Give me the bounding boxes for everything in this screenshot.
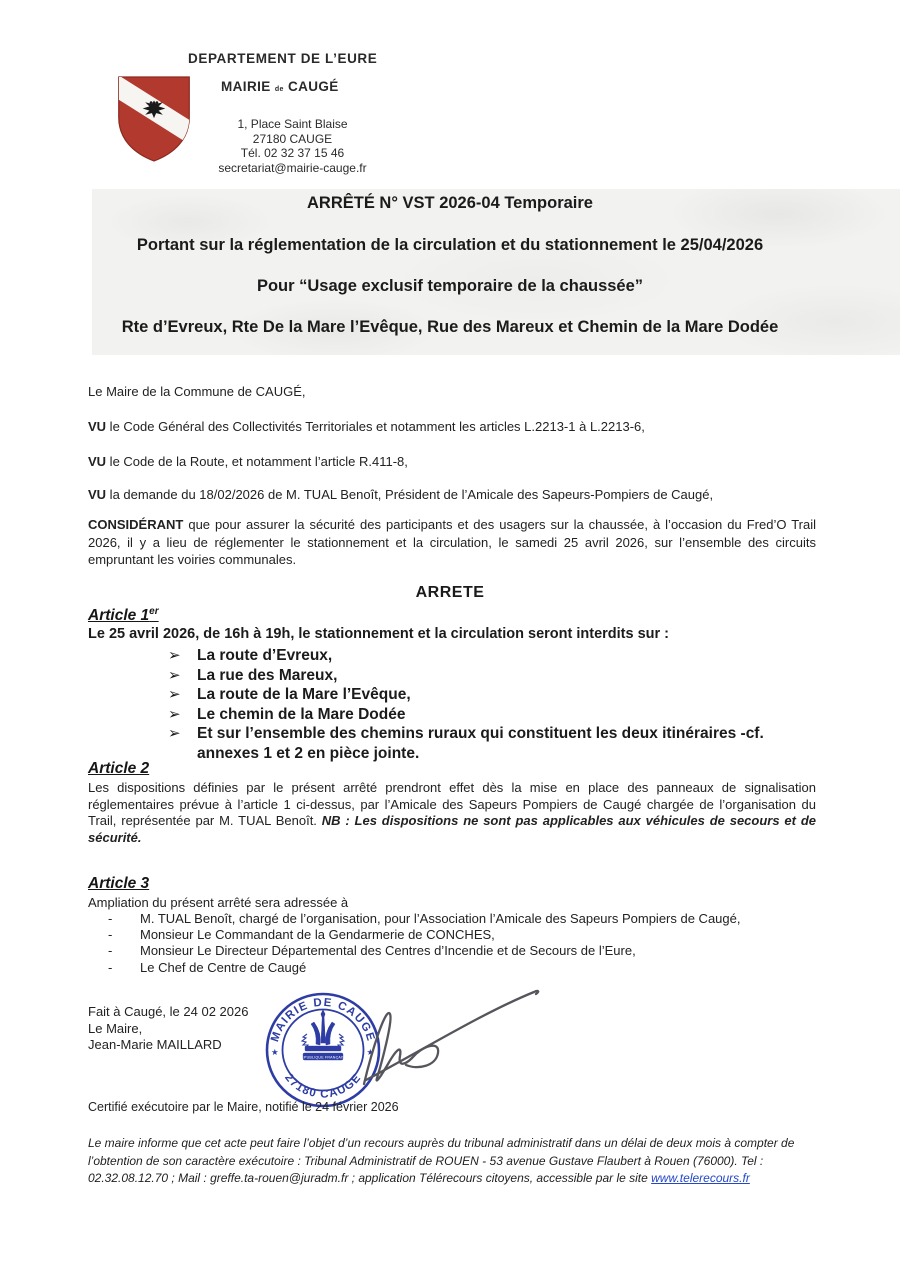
list-item bbox=[88, 666, 824, 686]
preamble-intro: Le Maire de la Commune de CAUGÉ, bbox=[88, 384, 306, 399]
article1-title: Article 1 bbox=[88, 607, 150, 625]
considerant-label: CONSIDÉRANT bbox=[88, 517, 184, 532]
list-item bbox=[88, 911, 816, 927]
list-item bbox=[88, 705, 824, 725]
list-item-text: Et sur l’ensemble des chemins ruraux qui constituent les deux itinéraires -cf. annexes 1 et 2 en pièce jointe. bbox=[197, 725, 764, 762]
dash-bullet-icon: - bbox=[108, 911, 113, 926]
signature-block bbox=[88, 1004, 248, 1054]
footer-line1: Le maire informe que cet acte peut faire l’objet d’un recours auprès du tribunal administratif dans un délai de deux mois à compter de bbox=[88, 1136, 795, 1150]
vu-clause-3 bbox=[88, 487, 713, 502]
mayor-signature bbox=[330, 980, 545, 1102]
mairie-de: de bbox=[274, 86, 284, 93]
decree-number-title: ARRÊTÉ N° VST 2026-04 Temporaire bbox=[307, 194, 593, 212]
article1-title-sup: er bbox=[149, 606, 159, 617]
email: secretariat@mairie-cauge.fr bbox=[218, 160, 367, 175]
stamp-banner-text: RÉPUBLIQUE FRANÇAISE bbox=[298, 1055, 348, 1060]
stamp-star-right-icon: ★ bbox=[366, 1047, 375, 1057]
address-line1: 1, Place Saint Blaise bbox=[237, 117, 348, 131]
article2-text: Les dispositions définies par le présent arrêté prendront effet dès la mise en place des panneaux de signalisation réglementaires prévue à l’article 1 ci-dessus, par l’Amicale des Sapeurs Pompiers de Caugé chargée de l’organisation du Trail, représentée par M. TUAL Benoît. bbox=[88, 780, 816, 828]
signer-name: Jean-Marie MAILLARD bbox=[88, 1037, 222, 1052]
list-item bbox=[88, 943, 816, 959]
stamp-bottom-text: 27180 CAUGE bbox=[282, 1071, 364, 1101]
article1-bullet-list bbox=[88, 646, 824, 763]
certification-line: Certifié exécutoire par le Maire, notifié le 24 février 2026 bbox=[88, 1100, 399, 1114]
list-item-text: Monsieur Le Commandant de la Gendarmerie de CONCHES, bbox=[140, 927, 495, 943]
list-item-text: Le Chef de Centre de Caugé bbox=[140, 959, 307, 975]
dash-bullet-icon: - bbox=[108, 959, 113, 975]
list-item-text: M. TUAL Benoît, chargé de l’organisation, pour l’Association l’Amicale des Sapeurs Pompiers de Caugé, bbox=[140, 911, 741, 926]
decree-purpose-title: Pour “Usage exclusif temporaire de la chaussée” bbox=[256, 277, 644, 295]
article2-paragraph bbox=[88, 780, 816, 846]
stamp-top-text: MAIRIE DE CAUGE bbox=[269, 996, 377, 1044]
vu-label: VU bbox=[88, 454, 107, 469]
mairie-word: MAIRIE bbox=[221, 79, 271, 94]
footer-line2: l’obtention de son caractère exécutoire : Tribunal Administratif de ROUEN - 53 avenue Gustave Flaubert à Rouen (76000). Tel : bbox=[88, 1153, 764, 1168]
arrow-bullet-icon: ➢ bbox=[168, 705, 181, 723]
vu-text: le Code de la Route, et notamment l’article R.411-8, bbox=[106, 454, 408, 469]
vu-clause-1 bbox=[88, 419, 645, 434]
vu-label: VU bbox=[88, 487, 107, 502]
list-item-text: Le chemin de la Mare Dodée bbox=[197, 705, 406, 723]
mairie-address-block bbox=[175, 117, 410, 175]
arrow-bullet-icon: ➢ bbox=[168, 686, 181, 703]
phone: Tél. 02 32 37 15 46 bbox=[240, 146, 345, 160]
article3-intro: Ampliation du présent arrêté sera adressée à bbox=[88, 895, 349, 910]
footer-line3 bbox=[88, 1170, 824, 1188]
mairie-city: CAUGÉ bbox=[287, 79, 339, 94]
list-item bbox=[88, 724, 824, 763]
signer-role: Le Maire, bbox=[88, 1020, 143, 1036]
list-item-text: La route d’Evreux, bbox=[197, 647, 333, 664]
article2-nb-text: NB : Les dispositions ne sont pas applicables aux véhicules de secours et de sécurité. bbox=[88, 813, 816, 845]
list-item-text: La rue des Mareux, bbox=[197, 666, 338, 684]
article2-heading: Article 2 bbox=[88, 760, 150, 777]
decree-streets-title: Rte d’Evreux, Rte De la Mare l’Evêque, Rue des Mareux et Chemin de la Mare Dodée bbox=[121, 318, 779, 336]
legal-footer bbox=[88, 1135, 824, 1188]
article3-heading: Article 3 bbox=[88, 875, 150, 892]
dash-bullet-icon: - bbox=[108, 943, 113, 959]
arrow-bullet-icon: ➢ bbox=[168, 725, 181, 742]
considerant-paragraph bbox=[88, 516, 816, 569]
arrete-heading: ARRETE bbox=[415, 584, 485, 601]
list-item-text: La route de la Mare l’Evêque, bbox=[197, 686, 411, 703]
decree-subject-title: Portant sur la réglementation de la circulation et du stationnement le 25/04/2026 bbox=[136, 236, 764, 254]
stamp-star-left-icon: ★ bbox=[271, 1047, 279, 1057]
list-item bbox=[88, 927, 816, 943]
footer-line3-text: 02.32.08.12.70 ; Mail : greffe.ta-rouen@juradm.fr ; application Télérecours citoyens, accessible par le site bbox=[88, 1171, 652, 1185]
arrow-bullet-icon: ➢ bbox=[168, 666, 181, 684]
vu-label: VU bbox=[88, 419, 107, 434]
article3-recipient-list bbox=[88, 911, 816, 976]
list-item bbox=[88, 685, 824, 705]
department-title: DEPARTEMENT DE L’EURE bbox=[188, 51, 378, 66]
mairie-title bbox=[221, 79, 339, 94]
list-item-text: Monsieur Le Directeur Départemental des Centres d’Incendie et de Secours de l’Eure, bbox=[140, 943, 636, 959]
list-item bbox=[88, 646, 824, 666]
considerant-text: que pour assurer la sécurité des participants et des usagers sur la chaussée, à l’occasion du Fred’O Trail 2026, il y a lieu de réglementer le stationnement et la circulation, le samedi 25 avril 2026, sur l’ensemble des circuits empruntant les voiries communales. bbox=[88, 517, 816, 567]
vu-text: le Code Général des Collectivités Territoriales et notamment les articles L.2213-1 à L.2213-6, bbox=[106, 419, 645, 434]
dash-bullet-icon: - bbox=[108, 927, 113, 943]
address-line2: 27180 CAUGE bbox=[252, 131, 333, 146]
arrow-bullet-icon: ➢ bbox=[168, 647, 181, 664]
article1-heading bbox=[88, 606, 159, 625]
article1-intro: Le 25 avril 2026, de 16h à 19h, le stationnement et la circulation seront interdits sur : bbox=[88, 626, 670, 642]
vu-text: la demande du 18/02/2026 de M. TUAL Benoît, Président de l’Amicale des Sapeurs-Pompiers de Caugé, bbox=[106, 487, 714, 502]
list-item bbox=[88, 960, 816, 976]
place-date: Fait à Caugé, le 24 02 2026 bbox=[88, 1004, 249, 1019]
vu-clause-2 bbox=[88, 454, 408, 469]
telerecours-link[interactable]: www.telerecours.fr bbox=[651, 1171, 750, 1185]
